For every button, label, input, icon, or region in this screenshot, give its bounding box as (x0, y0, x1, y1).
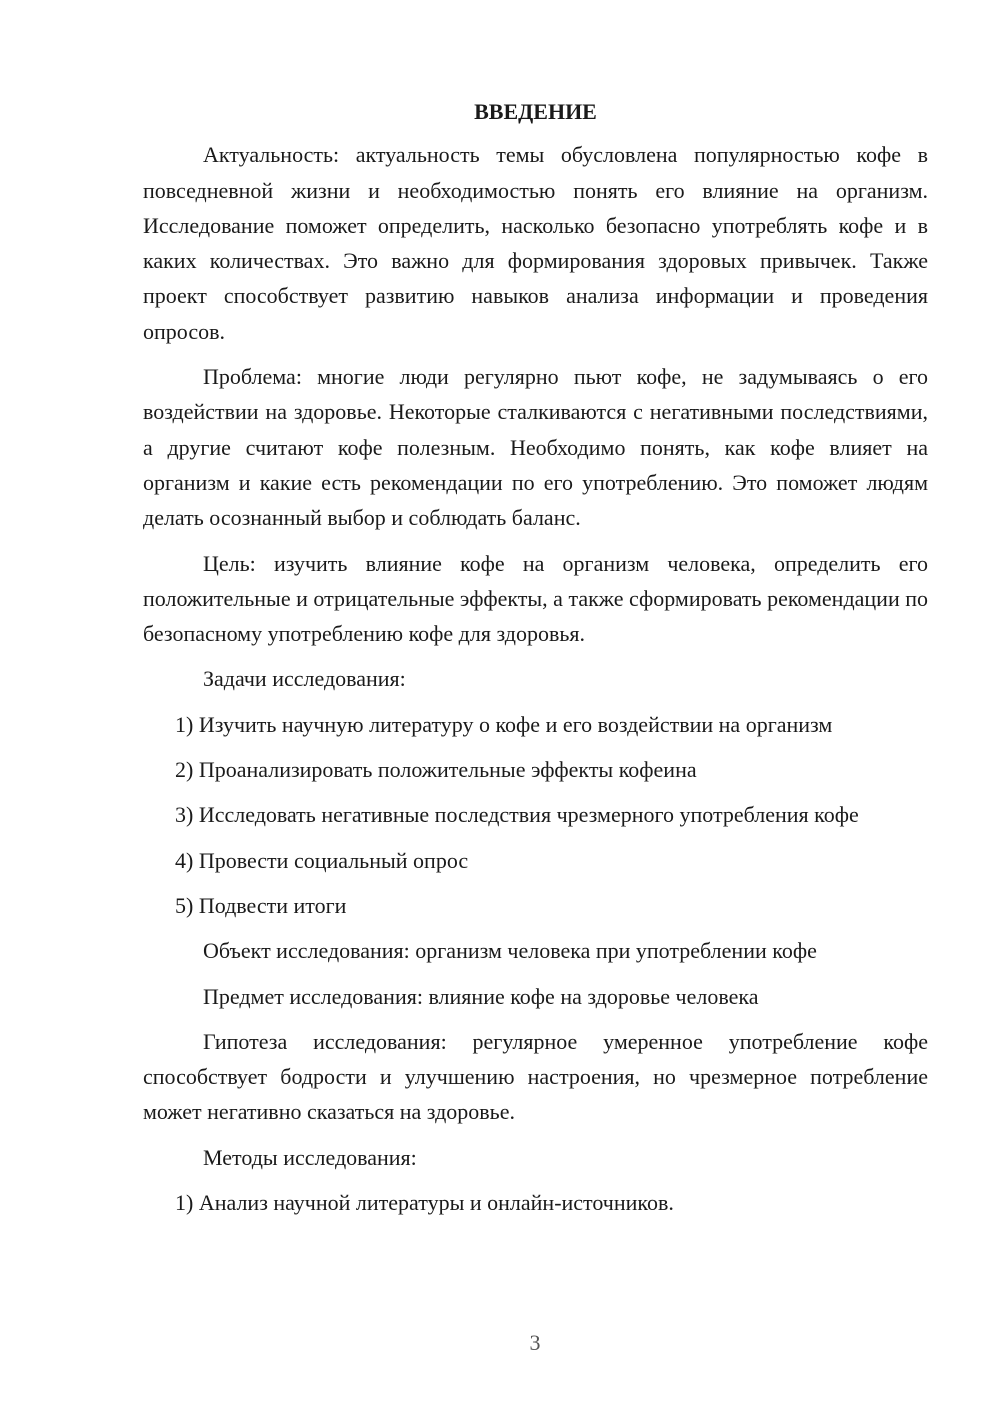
tasks-heading: Задачи исследования: (203, 666, 406, 692)
page-number: 3 (529, 1330, 541, 1355)
methods-heading: Методы исследования: (203, 1144, 417, 1170)
section-title: ВВЕДЕНИЕ (474, 99, 597, 124)
task-item-1: 1) Изучить научную литературу о кофе и его воздействии на организм (175, 711, 833, 737)
page-content (143, 94, 928, 1230)
task-item-3: 3) Исследовать негативные последствия чрезмерного употребления кофе (175, 802, 859, 828)
goal-paragraph: Цель: изучить влияние кофе на организм человека, определить его положительные и отрицательные эффекты, а также сформировать рекомендации по безопасному употреблению кофе для здоровья. (143, 550, 928, 647)
relevance-paragraph: Актуальность: актуальность темы обусловлена популярностью кофе в повседневной жизни и необходимостью понять его влияние на организм. Исследование поможет определить, насколько безопасно употреблять кофе и в каких количествах. Это важно для формирования здоровых привычек. Также проект способствует развитию навыков анализа информации и проведения опросов. (143, 142, 928, 344)
task-item-5: 5) Подвести итоги (175, 892, 347, 918)
method-item-1: 1) Анализ научной литературы и онлайн-источников. (175, 1190, 674, 1216)
problem-paragraph: Проблема: многие люди регулярно пьют кофе, не задумываясь о его воздействии на здоровье. Некоторые сталкиваются с негативными последствиями, а другие считают кофе полезным. Необходимо понять, как кофе влияет на организм и какие есть рекомендации по его употреблению. Это поможет людям делать осознанный выбор и соблюдать баланс. (143, 364, 928, 531)
task-item-2: 2) Проанализировать положительные эффекты кофеина (175, 757, 697, 783)
subject-paragraph: Предмет исследования: влияние кофе на здоровье человека (203, 983, 759, 1009)
hypothesis-paragraph: Гипотеза исследования: регулярное умеренное употребление кофе способствует бодрости и улучшению настроения, но чрезмерное потребление может негативно сказаться на здоровье. (143, 1028, 928, 1125)
object-paragraph: Объект исследования: организм человека при употреблении кофе (203, 938, 817, 964)
task-item-4: 4) Провести социальный опрос (175, 847, 469, 873)
